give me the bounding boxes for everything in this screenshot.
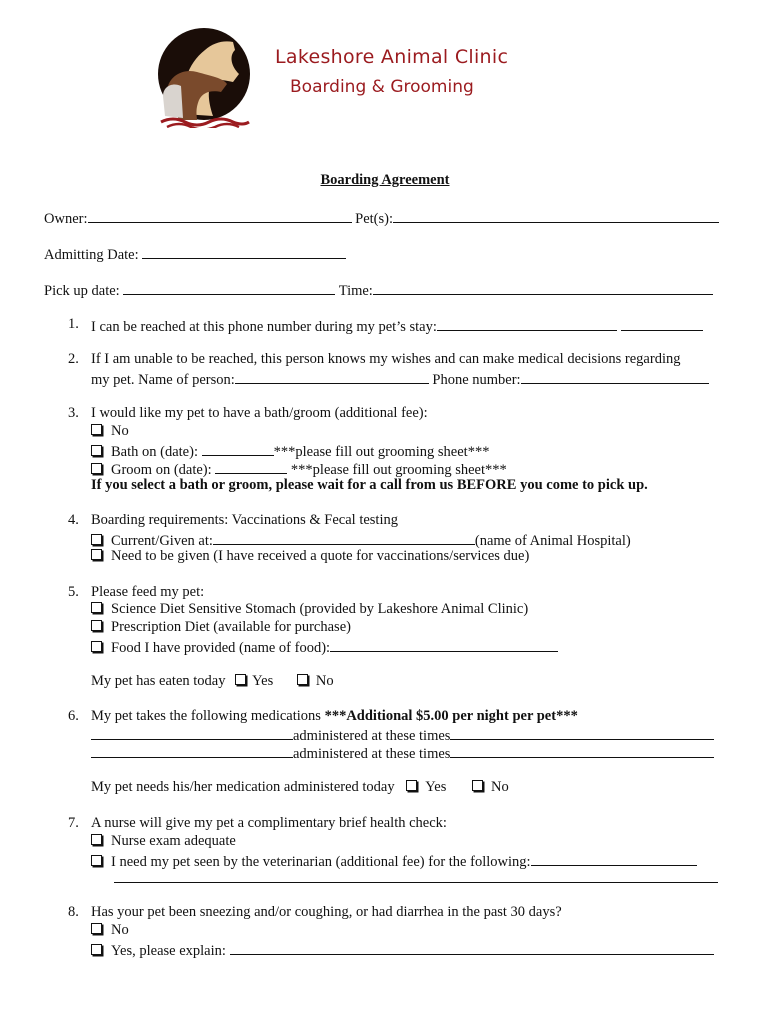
vet-reason-field-2[interactable]: [114, 868, 718, 883]
animal-hospital-field[interactable]: [213, 530, 475, 545]
pickup-row: [44, 280, 713, 300]
eaten-no-checkbox[interactable]: [297, 674, 308, 685]
prescription-diet-checkbox[interactable]: [91, 620, 102, 631]
bath-note: ***please fill out grooming sheet***: [273, 444, 490, 460]
admitting-date-field[interactable]: [142, 244, 346, 259]
item-6-text: My pet takes the following medications: [91, 708, 321, 724]
bath-no-option: [91, 423, 129, 440]
medication-row-1: [91, 725, 714, 745]
bath-no-label: No: [111, 423, 129, 439]
clinic-name: Lakeshore Animal Clinic: [275, 46, 509, 68]
prescription-diet-label: Prescription Diet (available for purchase): [111, 619, 351, 635]
medication-yes-label: Yes: [425, 779, 447, 795]
pets-field[interactable]: [393, 208, 719, 223]
groom-date-field[interactable]: [215, 459, 287, 474]
medication-name-field-1[interactable]: [91, 725, 293, 740]
eaten-yes-checkbox[interactable]: [235, 674, 246, 685]
eaten-today-label: My pet has eaten today: [91, 673, 226, 689]
item-3-text: I would like my pet to have a bath/groom (additional fee):: [91, 405, 428, 421]
admitting-date-label: Admitting Date:: [44, 247, 139, 263]
item-1-text: I can be reached at this phone number during my pet’s stay:: [91, 319, 437, 335]
owner-label: Owner:: [44, 211, 88, 227]
contact-phone-label: Phone number:: [432, 372, 521, 388]
nurse-exam-checkbox[interactable]: [91, 834, 102, 845]
item-2-number: 2.: [68, 351, 79, 367]
pickup-date-field[interactable]: [123, 280, 335, 295]
symptoms-yes-checkbox[interactable]: [91, 944, 102, 955]
contact-name-label: my pet. Name of person:: [91, 372, 235, 388]
item-2-line2: [91, 369, 709, 389]
phone-field-extra[interactable]: [621, 316, 703, 331]
item-3-number: 3.: [68, 405, 79, 421]
time-field[interactable]: [373, 280, 713, 295]
eaten-today-row: [91, 673, 334, 690]
science-diet-label: Science Diet Sensitive Stomach (provided by Lakeshore Animal Clinic): [111, 601, 529, 617]
medication-name-field-2[interactable]: [91, 743, 293, 758]
vet-exam-checkbox[interactable]: [91, 855, 102, 866]
clinic-subtitle: Boarding & Grooming: [290, 77, 474, 97]
groom-note: ***please fill out grooming sheet***: [290, 462, 507, 478]
symptoms-explain-field[interactable]: [230, 940, 714, 955]
bath-checkbox[interactable]: [91, 445, 102, 456]
medication-times-field-1[interactable]: [450, 725, 714, 740]
nurse-exam-label: Nurse exam adequate: [111, 833, 236, 849]
symptoms-yes-label: Yes, please explain:: [111, 943, 226, 959]
nurse-exam-option: [91, 833, 236, 850]
vaccines-need-option: [91, 548, 529, 565]
food-name-field[interactable]: [330, 637, 558, 652]
vaccines-need-checkbox[interactable]: [91, 549, 102, 560]
item-6-text-row: [91, 708, 578, 725]
administered-label-1: administered at these times: [293, 728, 451, 744]
vet-reason-extra-row: [114, 868, 718, 888]
pets-label: Pet(s):: [355, 211, 393, 227]
admitting-row: [44, 244, 346, 264]
phone-field[interactable]: [437, 316, 617, 331]
item-7-number: 7.: [68, 815, 79, 831]
symptoms-no-checkbox[interactable]: [91, 923, 102, 934]
groom-checkbox[interactable]: [91, 463, 102, 474]
medication-no-label: No: [490, 779, 509, 795]
clinic-logo: [153, 26, 255, 128]
time-label: Time:: [338, 283, 373, 299]
science-diet-checkbox[interactable]: [91, 602, 102, 613]
medication-today-label: My pet needs his/her medication administered today: [91, 779, 395, 795]
prescription-diet-option: [91, 619, 351, 636]
groom-option: [91, 459, 507, 479]
bath-option: [91, 441, 489, 461]
vaccines-current-checkbox[interactable]: [91, 534, 102, 545]
administered-label-2: administered at these times: [293, 746, 451, 762]
vet-exam-label: I need my pet seen by the veterinarian (additional fee) for the following:: [111, 854, 531, 870]
eaten-yes-label: Yes: [252, 673, 274, 689]
bath-date-field[interactable]: [202, 441, 274, 456]
item-7-text: A nurse will give my pet a complimentary brief health check:: [91, 815, 447, 831]
vet-reason-field[interactable]: [531, 851, 697, 866]
item-6-number: 6.: [68, 708, 79, 724]
animal-hospital-note: (name of Animal Hospital): [474, 533, 631, 549]
eaten-no-label: No: [315, 673, 334, 689]
vaccines-need-label: Need to be given (I have received a quote for vaccinations/services due): [111, 548, 530, 564]
vaccines-current-label: Current/Given at:: [111, 533, 213, 549]
own-food-label: Food I have provided (name of food):: [111, 640, 331, 656]
item-1-number: 1.: [68, 316, 79, 332]
medication-no-checkbox[interactable]: [472, 780, 483, 791]
item-5-text: Please feed my pet:: [91, 584, 205, 600]
vaccines-current-option: [91, 530, 631, 550]
contact-phone-field[interactable]: [521, 369, 709, 384]
medication-today-row: [91, 779, 509, 796]
item-2-line1: If I am unable to be reached, this person knows my wishes and can make medical decisions regarding: [91, 351, 681, 367]
groom-notice: If you select a bath or groom, please wait for a call from us BEFORE you come to pick up.: [91, 477, 648, 493]
owner-field[interactable]: [88, 208, 352, 223]
medication-row-2: [91, 743, 714, 763]
item-4-text: Boarding requirements: Vaccinations & Fecal testing: [91, 512, 398, 528]
medication-fee: ***Additional $5.00 per night per pet***: [324, 708, 578, 724]
bath-label: Bath on (date):: [111, 444, 198, 460]
medication-yes-checkbox[interactable]: [406, 780, 417, 791]
item-1: [91, 316, 703, 336]
item-4-number: 4.: [68, 512, 79, 528]
medication-times-field-2[interactable]: [450, 743, 714, 758]
item-8-text: Has your pet been sneezing and/or coughing, or had diarrhea in the past 30 days?: [91, 904, 562, 920]
bath-no-checkbox[interactable]: [91, 424, 102, 435]
page-title: Boarding Agreement: [320, 172, 450, 188]
own-food-checkbox[interactable]: [91, 641, 102, 652]
groom-label: Groom on (date):: [111, 462, 212, 478]
symptoms-no-option: [91, 922, 129, 939]
contact-name-field[interactable]: [235, 369, 429, 384]
symptoms-no-label: No: [111, 922, 129, 938]
own-food-option: [91, 637, 558, 657]
science-diet-option: [91, 601, 528, 618]
item-8-number: 8.: [68, 904, 79, 920]
symptoms-yes-option: [91, 940, 714, 960]
pickup-date-label: Pick up date:: [44, 283, 120, 299]
item-5-number: 5.: [68, 584, 79, 600]
owner-row: [44, 208, 719, 228]
